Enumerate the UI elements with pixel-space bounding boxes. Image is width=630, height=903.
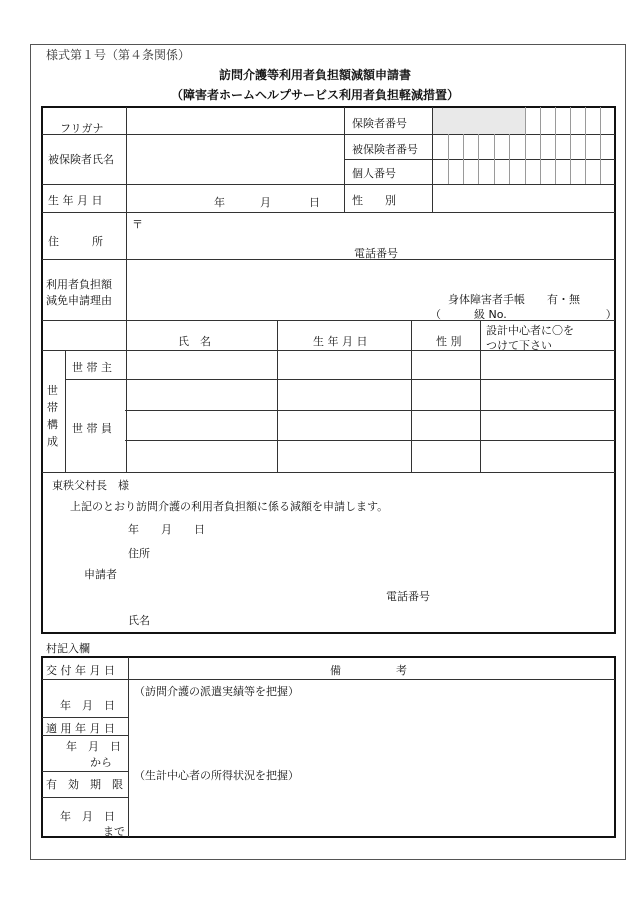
household-sex-header: 性 別 [436, 335, 462, 348]
household-section-char: 帯 [47, 401, 58, 414]
design-center-header-2: つけて下さい [486, 339, 552, 352]
form-subtitle: （障害者ホームヘルプサービス利用者負担軽減措置） [170, 88, 459, 102]
insured-number-label: 被保険者番号 [352, 143, 418, 156]
birth-day-unit: 日 [309, 196, 320, 209]
household-birth-header: 生 年 月 日 [313, 335, 368, 348]
furigana-label: フリガナ [60, 122, 104, 135]
apply-from: から [90, 756, 112, 769]
phone-label: 電話番号 [354, 247, 398, 260]
issue-ymd: 年 月 日 [60, 699, 115, 712]
form-title: 訪問介護等利用者負担額減額申請書 [218, 68, 411, 82]
declaration-phone: 電話番号 [386, 590, 430, 603]
addressee: 東秩父村長 様 [52, 479, 129, 492]
reason-label-line1: 利用者負担額 [46, 278, 112, 291]
birth-month-unit: 月 [260, 196, 271, 209]
apply-date-label: 適 用 年 月 日 [46, 722, 115, 735]
personal-number-label: 個人番号 [352, 167, 396, 180]
address-label: 住 所 [48, 235, 103, 248]
issue-date-label: 交 付 年 月 日 [46, 664, 115, 677]
household-section-char: 成 [47, 435, 58, 448]
remarks-header: 備 考 [330, 664, 407, 677]
declaration-statement: 上記のとおり訪問介護の利用者負担額に係る減額を申請します。 [70, 500, 389, 513]
insurer-number-label: 保険者番号 [352, 117, 407, 130]
valid-period-label: 有 効 期 限 [46, 778, 123, 791]
handbook-grade-number: （ 級 No. ） [430, 308, 617, 321]
form-number: 様式第１号（第４条関係） [46, 48, 191, 62]
village-section-title: 村記入欄 [46, 642, 90, 655]
remarks-note-dispatch: （訪問介護の派遣実績等を把握） [134, 685, 299, 698]
household-section-char: 世 [47, 384, 58, 397]
birth-date-label: 生 年 月 日 [48, 194, 103, 207]
declaration-address: 住所 [128, 547, 150, 560]
declaration-date: 年 月 日 [128, 523, 205, 536]
insured-name-label: 被保険者氏名 [48, 153, 114, 166]
reason-label-line2: 減免申請理由 [46, 294, 112, 307]
household-head-label: 世 帯 主 [72, 361, 112, 374]
postal-mark: 〒 [132, 218, 143, 231]
valid-ymd: 年 月 日 [60, 810, 115, 823]
remarks-note-income: （生計中心者の所得状況を把握） [134, 769, 299, 782]
valid-until: まで [103, 825, 125, 838]
household-member-label: 世 帯 員 [72, 422, 112, 435]
declaration-name: 氏名 [128, 614, 150, 627]
applicant-label: 申請者 [84, 568, 117, 581]
sex-label: 性 別 [352, 194, 396, 207]
household-section-char: 構 [47, 418, 58, 431]
household-name-header: 氏 名 [178, 335, 211, 348]
birth-year-unit: 年 [214, 196, 225, 209]
design-center-header-1: 設計中心者に〇を [486, 324, 574, 337]
apply-ymd: 年 月 日 [66, 740, 121, 753]
disability-handbook: 身体障害者手帳 有・無 [448, 293, 580, 306]
